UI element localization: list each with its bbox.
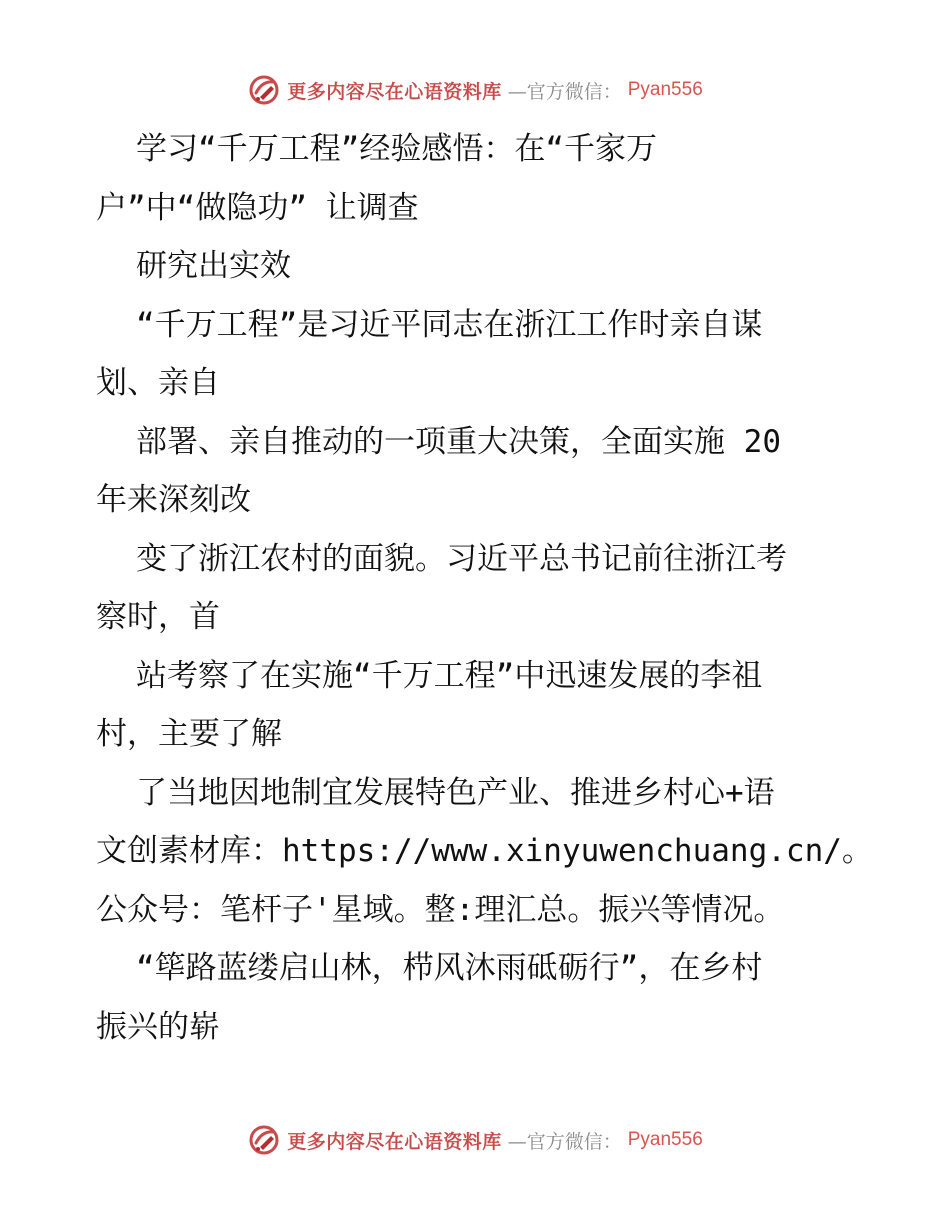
body-line: 变了浙江农村的面貌。习近平总书记前往浙江考 bbox=[136, 540, 787, 577]
pen-swirl-logo-icon bbox=[247, 73, 281, 107]
body-line: 户”中“做隐功” 让调查 bbox=[96, 189, 419, 226]
body-line: 察时，首 bbox=[96, 599, 220, 635]
body-line: 站考察了在实施“千万工程”中迅速发展的李祖 bbox=[136, 657, 763, 694]
header-banner bbox=[0, 72, 950, 108]
document-body bbox=[96, 120, 873, 1056]
header-wechat-id: Pyan556 bbox=[627, 79, 703, 100]
footer-banner bbox=[0, 1122, 950, 1158]
pen-swirl-logo-icon bbox=[247, 1123, 281, 1157]
body-line: “千万工程”是习近平同志在浙江工作时亲自谋 bbox=[136, 306, 763, 343]
footer-wechat-id: Pyan556 bbox=[627, 1129, 703, 1150]
body-line: 划、亲自 bbox=[96, 365, 220, 401]
body-line: 年来深刻改 bbox=[96, 482, 251, 518]
body-line: 公众号：笔杆子'星域。整:理汇总。振兴等情况。 bbox=[96, 891, 785, 928]
body-line: 村，主要了解 bbox=[96, 716, 282, 752]
header-separator-text: —官方微信： bbox=[507, 80, 622, 103]
body-line: 振兴的崭 bbox=[96, 1008, 220, 1045]
body-line: 学习“千万工程”经验感悟：在“千家万 bbox=[136, 131, 657, 167]
body-line: 文创素材库：https://www.xinyuwenchuang.cn/。 bbox=[96, 833, 873, 869]
header-brand-text: 更多内容尽在心语资料库 bbox=[287, 80, 502, 103]
footer-brand-text: 更多内容尽在心语资料库 bbox=[287, 1130, 502, 1153]
body-line: 了当地因地制宜发展特色产业、推进乡村心+语 bbox=[136, 774, 775, 811]
body-line: 研究出实效 bbox=[136, 248, 291, 284]
footer-separator-text: —官方微信： bbox=[507, 1130, 622, 1153]
body-line: 部署、亲自推动的一项重大决策，全面实施 20 bbox=[136, 423, 781, 460]
body-line: “筚路蓝缕启山林，栉风沐雨砥砺行”，在乡村 bbox=[136, 950, 763, 986]
